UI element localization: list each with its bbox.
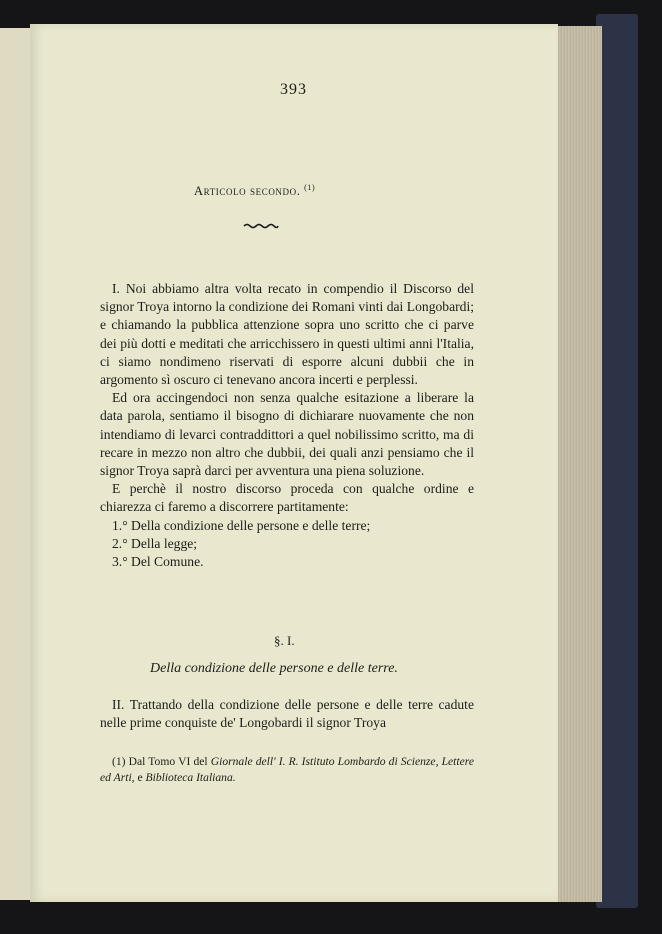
book-cover-edge xyxy=(596,14,638,908)
section-mark: §. I. xyxy=(274,633,295,648)
footnote-lead: (1) Dal Tomo VI del xyxy=(112,755,211,768)
article-title xyxy=(194,183,315,199)
page-number: 393 xyxy=(280,81,307,98)
list-item: 1.° Della condizione delle persone e delle terre; xyxy=(112,517,371,533)
footnote-journal: Giornale dell' I. R. Istituto Lombardo di Scienze, Lettere ed Arti xyxy=(100,755,474,784)
book-page xyxy=(30,24,558,902)
footnote-text xyxy=(100,754,474,786)
paragraph: I. Noi abbiamo altra volta recato in compendio il Discorso del signor Troya intorno la condizione dei Romani vinti dai Longobardi; e chiamando la pubblica attenzione sopra uno scritto che ci parve dei più dotti e meditati che arricchissero in questi ultimi anni l'Italia, ci siamo nondimeno riservati di esporre alcuni dubbii che in argomento sì oscuro ci tenevano ancora incerti e perplessi. xyxy=(100,281,474,388)
paragraph: II. Trattando della condizione delle persone e delle terre cadute nelle prime conquiste de' Longobardi il signor Troya xyxy=(100,697,474,731)
ornament-rule-icon xyxy=(243,222,279,230)
footnote xyxy=(100,754,474,786)
list-item: 3.° Del Comune. xyxy=(112,554,204,570)
footnote-marker: (1) xyxy=(304,183,316,192)
section-body-text xyxy=(100,696,474,732)
paragraph: E perchè il nostro discorso proceda con qualche ordine e chiarezza ci faremo a discorrere partitamente: xyxy=(100,481,474,515)
left-page-leaf xyxy=(0,28,32,900)
page-edges xyxy=(556,26,602,902)
body-text xyxy=(100,280,474,571)
article-title-text: Articolo secondo. xyxy=(194,184,301,198)
footnote-join: , e xyxy=(131,771,146,784)
paragraph: Ed ora accingendoci non senza qualche esitazione a liberare la data parola, sentiamo il bisogno di dichiarare nuovamente che non intendiamo di levarci contraddittori a quel nobilissimo scritto, ma di recare in mezzo non altro che dubbii, dei quali anzi pensiamo che il signor Troya saprà darci per avventura una piena soluzione. xyxy=(100,390,474,479)
footnote-library: Biblioteca Italiana. xyxy=(145,771,236,784)
list-item: 2.° Della legge; xyxy=(112,535,198,551)
section-title: Della condizione delle persone e delle terre. xyxy=(150,661,398,676)
